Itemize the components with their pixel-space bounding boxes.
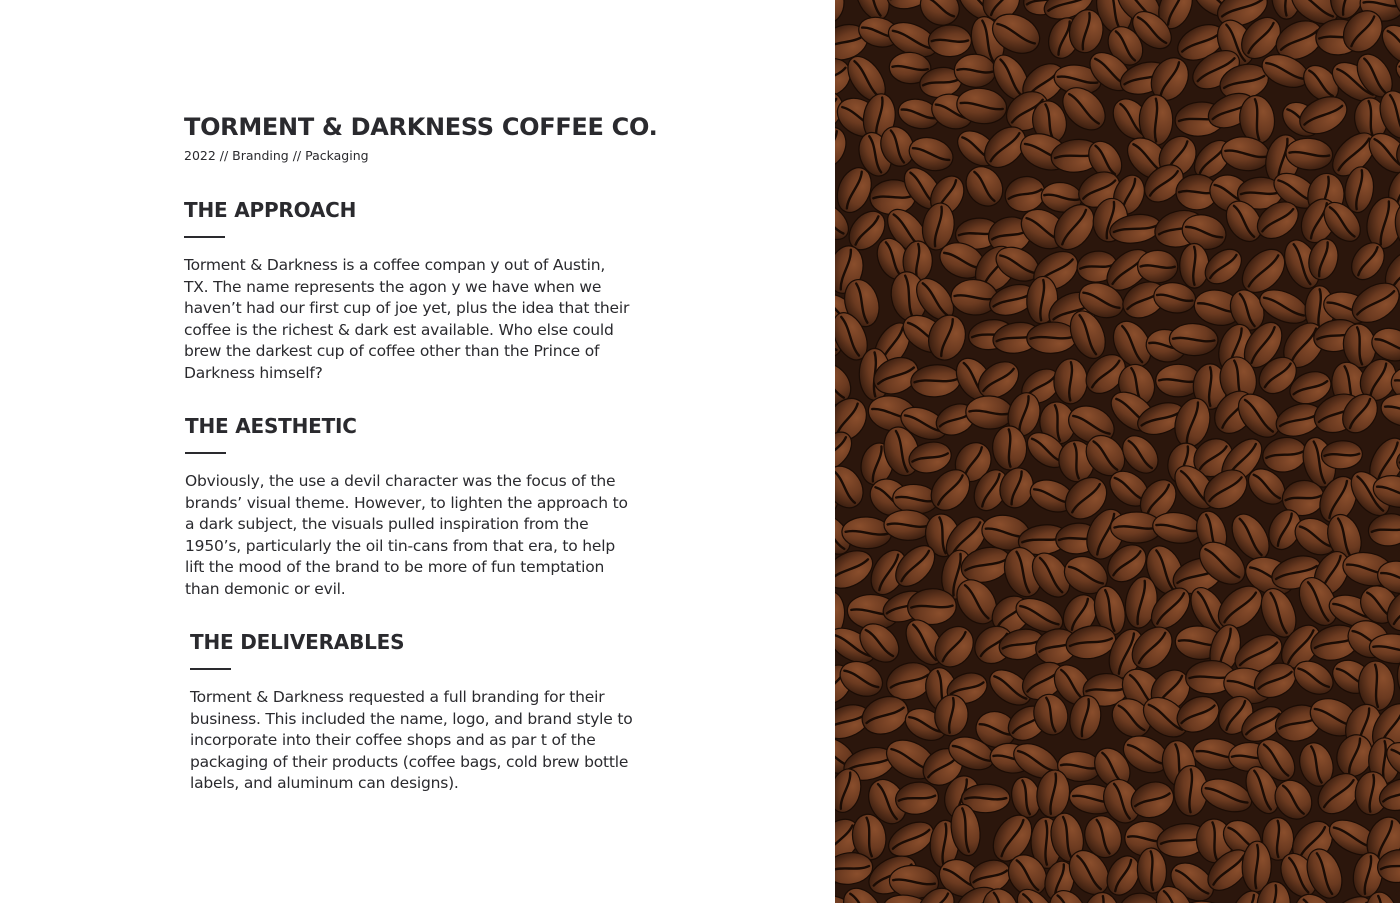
section-approach (184, 198, 634, 385)
section-aesthetic (185, 414, 635, 601)
section-body: Torment & Darkness requested a full branding for their business. This included the name, logo, and brand style to incorporate into their coffee shops and as par t of the packaging of their products (coffee bags, cold brew bottle labels, and aluminum can designs). (190, 688, 633, 793)
coffee-bean (1180, 243, 1210, 288)
heading-divider (184, 236, 225, 238)
heading-divider (190, 668, 231, 670)
coffee-bean (928, 25, 972, 57)
section-heading: THE DELIVERABLES (190, 630, 405, 654)
coffee-bean (1137, 250, 1177, 283)
heading-divider (185, 452, 226, 454)
coffee-beans-photo (835, 0, 1400, 903)
project-meta: 2022 // Branding // Packaging (184, 148, 369, 163)
project-title: TORMENT & DARKNESS COFFEE CO. (184, 113, 658, 141)
coffee-beans-image (835, 0, 1400, 903)
coffee-bean (1054, 359, 1088, 405)
section-heading: THE AESTHETIC (185, 414, 357, 438)
section-body: Torment & Darkness is a coffee compan y out of Austin, TX. The name represents the agon y we have when we haven’t had our first cup of joe yet, plus the idea that their coffee is the richest & dark est available. Who else could brew the darkest cup of coffee other than the Prince of Darkness himself? (184, 256, 630, 382)
section-heading: THE APPROACH (184, 198, 357, 222)
section-body: Obviously, the use a devil character was the focus of the brands’ visual theme. However, to lighten the approach to a dark subject, the visuals pulled inspiration from the 1950’s, particularly the oil tin-cans from that era, to help lift the mood of the brand to be more of fun temptation than demonic or evil. (185, 472, 628, 598)
section-deliverables (190, 630, 640, 795)
